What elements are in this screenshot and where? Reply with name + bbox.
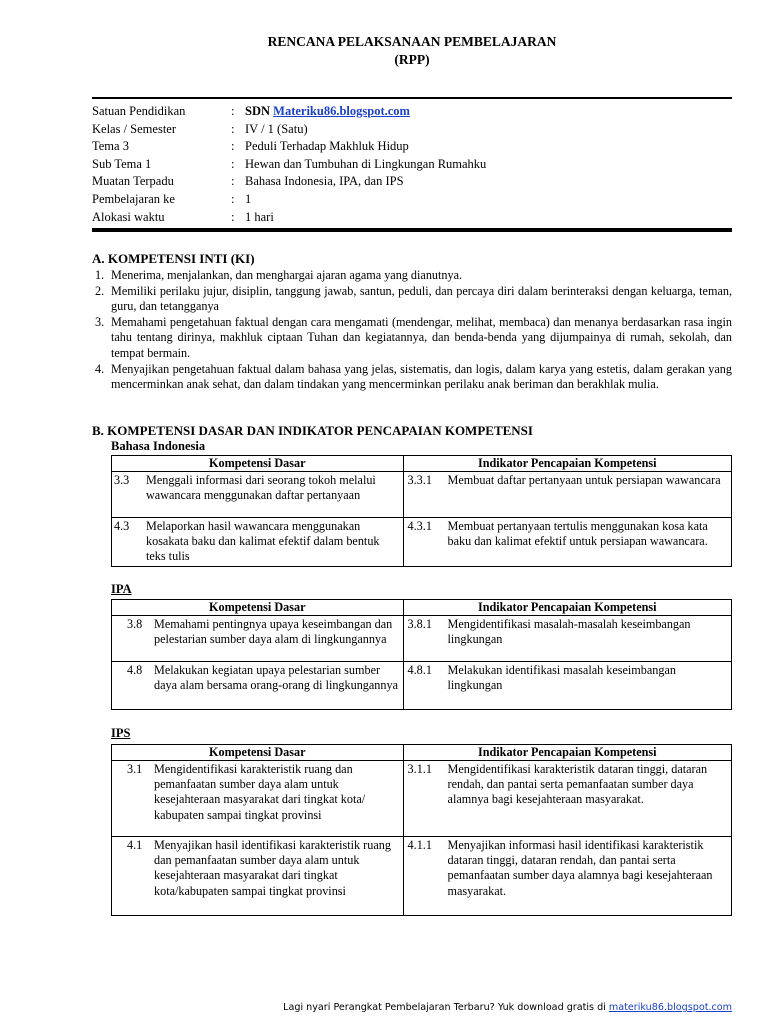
col-header-kd: Kompetensi Dasar <box>112 600 404 616</box>
ipk-cell <box>403 837 731 916</box>
info-key: Sub Tema 1 <box>92 156 152 171</box>
info-colon: : <box>231 104 235 118</box>
ipk-text: Menyajikan informasi hasil identifikasi karakteristik dataran tinggi, dataran rendah, dan pantai serta pemanfaatan sumber daya alamnya bagi kesejahteraan masyarakat. <box>447 838 713 898</box>
ipk-cell <box>403 472 731 518</box>
kd-cell <box>112 662 404 710</box>
ki-text: Memahami pengetahuan faktual dengan cara mengamati (mendengar, melihat, membaca) dan menanya berdasarkan rasa ingin tahu tentang dirinya, makhluk ciptaan Tuhan dan kegiatannya, dan benda-benda yang dijumpainya di rumah, sekolah, dan tempat bermain. <box>111 314 732 360</box>
subject-heading-ips: IPS <box>111 726 131 740</box>
ipk-cell <box>403 761 731 837</box>
table-row <box>112 837 732 916</box>
ipk-text: Mengidentifikasi karakteristik dataran tinggi, dataran rendah, dan pantai serta pemanfaatan sumber daya alamnya bagi kesejahteraan masyarakat. <box>447 762 708 807</box>
kd-cell <box>112 761 404 837</box>
info-key: Muatan Terpadu <box>92 174 174 189</box>
ipk-text: Mengidentifikasi masalah-masalah keseimbangan lingkungan <box>447 617 691 647</box>
info-key: Pembelajaran ke <box>92 191 175 206</box>
info-value: Hewan dan Tumbuhan di Lingkungan Rumahku <box>245 156 487 171</box>
kd-table-ipa <box>111 599 732 710</box>
ki-number: 2. <box>95 283 105 298</box>
ki-item <box>92 362 732 393</box>
ipk-number: 3.3.1 <box>407 473 432 487</box>
ki-text: Menerima, menjalankan, dan menghargai ajaran agama yang dianutnya. <box>111 268 463 282</box>
col-header-kd: Kompetensi Dasar <box>112 745 404 761</box>
ki-item <box>92 268 732 284</box>
top-rule <box>92 97 732 99</box>
info-colon: : <box>231 121 235 136</box>
info-value: Bahasa Indonesia, IPA, dan IPS <box>245 174 404 189</box>
ipk-number: 4.1.1 <box>407 838 432 852</box>
kd-text: Menggali informasi dari seorang tokoh melalui wawancara menggunakan daftar pertanyaan <box>146 473 376 503</box>
kd-number: 3.8 <box>127 617 143 631</box>
ki-item <box>92 315 732 362</box>
col-header-ipk: Indikator Pencapaian Kompetensi <box>403 456 731 472</box>
ipk-number: 4.3.1 <box>407 519 432 533</box>
info-value <box>245 103 410 121</box>
ipk-number: 3.1.1 <box>407 762 432 776</box>
info-key: Kelas / Semester <box>92 121 177 136</box>
footer-text: Lagi nyari Perangkat Pembelajaran Terbaru? Yuk download gratis di <box>283 1002 606 1013</box>
table-row <box>112 472 732 518</box>
ipk-text: Membuat pertanyaan tertulis menggunakan kosa kata baku dan kalimat efektif untuk persiapan wawancara. <box>447 519 708 549</box>
kd-cell <box>112 616 404 662</box>
ipk-cell <box>403 518 731 567</box>
kd-cell <box>112 518 404 567</box>
info-colon: : <box>231 139 235 154</box>
kd-text: Menyajikan hasil identifikasi karakteristik ruang dan pemanfaatan sumber daya alam untuk kesejahteraan masyarakat dari tingkat kota/kabupaten sampai tingkat provinsi <box>154 838 391 898</box>
ipk-text: Membuat daftar pertanyaan untuk persiapan wawancara <box>447 473 721 487</box>
table-row <box>112 518 732 567</box>
kd-table-bahasa <box>111 455 732 567</box>
info-value: Peduli Terhadap Makhluk Hidup <box>245 139 409 154</box>
section-a-heading: A. KOMPETENSI INTI (KI) <box>92 251 255 266</box>
kd-table-ips <box>111 744 732 916</box>
section-b-heading: B. KOMPETENSI DASAR DAN INDIKATOR PENCAPAIAN KOMPETENSI <box>92 423 533 438</box>
info-bottom-rule <box>92 228 732 232</box>
kd-cell <box>112 472 404 518</box>
info-colon: : <box>231 156 235 171</box>
info-value: 1 hari <box>245 209 274 224</box>
table-header-row <box>112 600 732 616</box>
kd-text: Melakukan kegiatan upaya pelestarian sumber daya alam bersama orang-orang di lingkungannya <box>154 663 398 693</box>
info-colon: : <box>231 191 235 206</box>
kd-text: Melaporkan hasil wawancara menggunakan kosakata baku dan kalimat efektif dalam bentuk teks tulis <box>146 519 380 564</box>
kd-number: 4.1 <box>127 838 143 852</box>
info-value: 1 <box>245 191 252 206</box>
ipk-text: Melakukan identifikasi masalah keseimbangan lingkungan <box>447 663 676 693</box>
info-value: IV / 1 (Satu) <box>245 121 308 136</box>
blog-link[interactable]: Materiku86.blogspot.com <box>273 104 410 118</box>
kd-number: 4.8 <box>127 663 143 677</box>
kd-text: Mengidentifikasi karakteristik ruang dan pemanfaatan sumber daya alam untuk kesejahteraan masyarakat dari tingkat kota/ kabupaten sampai tingkat provinsi <box>154 762 366 822</box>
ipk-number: 4.8.1 <box>407 663 432 677</box>
info-key: Satuan Pendidikan <box>92 104 186 118</box>
kd-number: 3.1 <box>127 762 143 776</box>
table-row <box>112 662 732 710</box>
col-header-ipk: Indikator Pencapaian Kompetensi <box>403 600 731 616</box>
school-prefix: SDN <box>245 104 271 118</box>
ki-number: 4. <box>95 361 105 376</box>
ki-number: 3. <box>95 314 105 329</box>
ipk-cell <box>403 616 731 662</box>
info-colon: : <box>231 209 235 224</box>
page-footer <box>283 1002 732 1013</box>
document-title: RENCANA PELAKSANAAN PEMBELAJARAN <box>267 34 557 49</box>
footer-link[interactable]: materiku86.blogspot.com <box>608 1002 732 1013</box>
table-row <box>112 616 732 662</box>
ki-text: Memiliki perilaku jujur, disiplin, tanggung jawab, santun, peduli, dan percaya diri dalam berinteraksi dengan keluarga, teman, guru, dan tetangganya <box>111 283 732 314</box>
table-header-row <box>112 456 732 472</box>
col-header-kd: Kompetensi Dasar <box>112 456 404 472</box>
table-header-row <box>112 745 732 761</box>
info-key: Alokasi waktu <box>92 209 165 224</box>
kd-number: 3.3 <box>114 473 130 487</box>
ipk-cell <box>403 662 731 710</box>
table-row <box>112 761 732 837</box>
ki-item <box>92 284 732 315</box>
document-subtitle: (RPP) <box>394 52 430 67</box>
col-header-ipk: Indikator Pencapaian Kompetensi <box>403 745 731 761</box>
ipk-number: 3.8.1 <box>407 617 432 631</box>
subject-heading-bahasa: Bahasa Indonesia <box>111 439 206 453</box>
kd-cell <box>112 837 404 916</box>
subject-heading-ipa: IPA <box>111 582 132 596</box>
ki-list <box>92 268 732 393</box>
ki-text: Menyajikan pengetahuan faktual dalam bahasa yang jelas, sistematis, dan logis, dalam karya yang estetis, dalam gerakan yang mencerminkan anak sehat, dan dalam tindakan yang mencerminkan perilaku anak beriman dan berakhlak mulia. <box>111 361 732 392</box>
info-key: Tema 3 <box>92 139 129 154</box>
ki-number: 1. <box>95 268 105 282</box>
kd-number: 4.3 <box>114 519 130 533</box>
kd-text: Memahami pentingnya upaya keseimbangan dan pelestarian sumber daya alam di lingkungannya <box>154 617 393 647</box>
info-colon: : <box>231 174 235 189</box>
